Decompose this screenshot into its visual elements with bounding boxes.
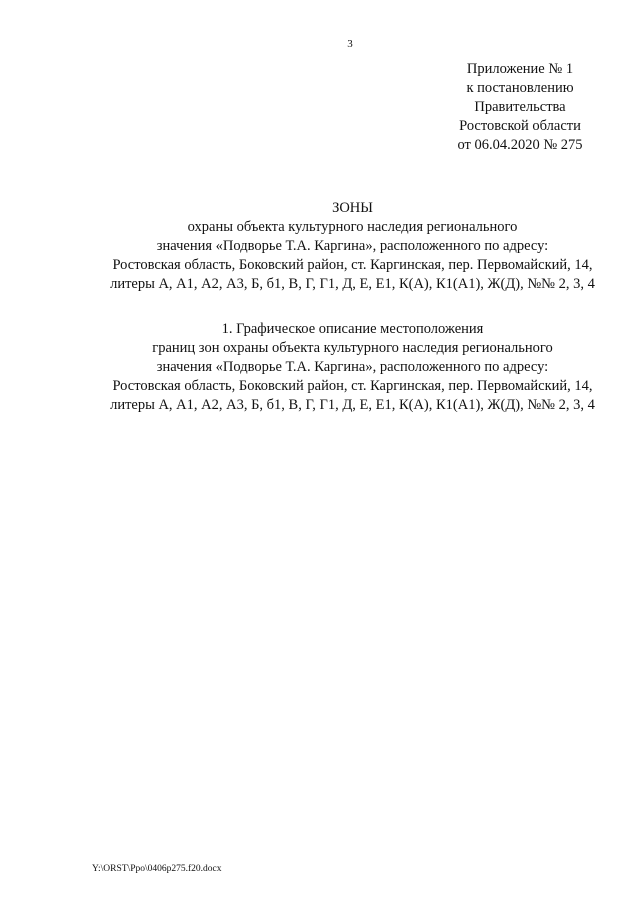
footer-file-path: Y:\ORST\Ppo\0406p275.f20.docx	[92, 864, 222, 874]
appendix-line: Правительства	[474, 99, 566, 115]
title-line: Ростовская область, Боковский район, ст. Каргинская, пер. Первомайский, 14,	[112, 257, 593, 273]
section-line: литеры А, А1, А2, А3, Б, б1, В, Г, Г1, Д, Е, Е1, К(А), К1(А1), Ж(Д), №№ 2, 3, 4	[110, 397, 595, 413]
title-line: литеры А, А1, А2, А3, Б, б1, В, Г, Г1, Д, Е, Е1, К(А), К1(А1), Ж(Д), №№ 2, 3, 4	[110, 276, 595, 292]
appendix-line: к постановлению	[466, 80, 574, 96]
title-line: охраны объекта культурного наследия регионального	[187, 219, 518, 235]
page-number: 3	[347, 38, 353, 50]
title-heading: ЗОНЫ	[332, 200, 373, 216]
section-description	[80, 320, 625, 415]
section-line: границ зон охраны объекта культурного наследия регионального	[152, 340, 553, 356]
title-line: значения «Подворье Т.А. Каргина», расположенного по адресу:	[156, 238, 549, 254]
appendix-line: Ростовской области	[459, 118, 581, 134]
appendix-line: Приложение № 1	[466, 61, 574, 77]
section-line: Ростовская область, Боковский район, ст. Каргинская, пер. Первомайский, 14,	[112, 378, 593, 394]
section-heading: 1. Графическое описание местоположения	[221, 321, 484, 337]
appendix-header	[440, 60, 600, 155]
appendix-line: от 06.04.2020 № 275	[457, 137, 583, 153]
document-title	[80, 199, 625, 294]
section-line: значения «Подворье Т.А. Каргина», расположенного по адресу:	[156, 359, 549, 375]
